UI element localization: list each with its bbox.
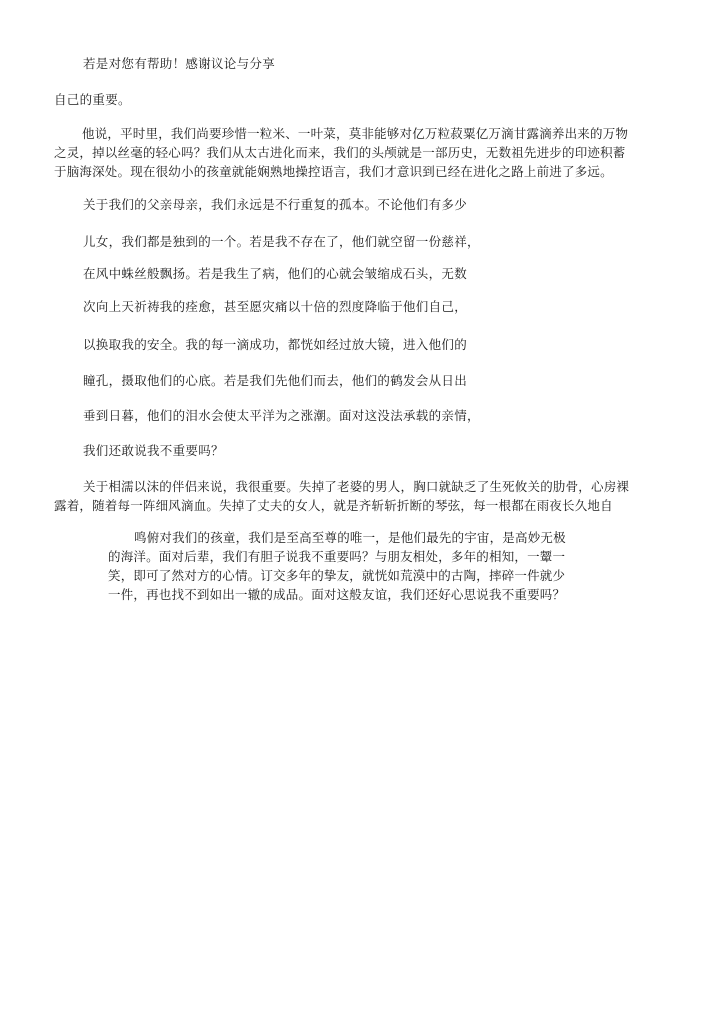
intro-line: 若是对您有帮助！感谢议论与分享 [83,56,276,71]
paragraph-3-line: 在风中蛛丝般飘扬。若是我生了病，他们的心就会皱缩成石头，无数 [83,266,468,281]
paragraph-2-line: 于脑海深处。现在很幼小的孩童就能娴熟地操控语言，我们才意识到已经在进化之路上前进了多远。 [54,164,613,179]
paragraph-4 [54,477,629,515]
paragraph-5 [108,528,566,604]
paragraph-2-line: 他说，平时里，我们尚要珍惜一粒米、一叶菜，莫非能够对亿万粒菽粟亿万滴甘露滴养出来的万物 [82,126,629,141]
paragraph-5-line: 笑，即可了然对方的心情。订交多年的挚友，就恍如荒漠中的古陶，摔碎一件就少 [108,568,566,583]
paragraph-2 [54,124,628,181]
paragraph-5-line: 鸣俯对我们的孩童，我们是至高至尊的唯一，是他们最先的宇宙，是高妙无极 [134,530,566,545]
paragraph-3-line: 儿女，我们都是独到的一个。若是我不存在了，他们就空留一份慈祥， [83,234,480,249]
paragraph-2-line: 之灵，掉以丝毫的轻心吗？我们从太古进化而来，我们的头颅就是一部历史，无数祖先进步的印迹积蓄 [54,145,626,160]
paragraph-4-line: 关于相濡以沫的伴侣来说，我很重要。失掉了老婆的男人，胸口就缺乏了生死攸关的肋骨，心房裸 [83,479,630,494]
paragraph-3-line: 以换取我的安全。我的每一滴成功，都恍如经过放大镜，进入他们的 [83,337,468,352]
paragraph-5-line: 的海洋。面对后辈，我们有胆子说我不重要吗？与朋友相处，多年的相知，一颦一 [108,549,566,564]
paragraph-4-line: 露着，随着每一阵细风滴血。失掉了丈夫的女人，就是齐斩斩折断的琴弦，每一根都在雨夜长久地自 [54,498,613,513]
paragraph-3-line: 我们还敢说我不重要吗？ [83,443,224,458]
paragraph-1: 自己的重要。 [54,92,131,107]
paragraph-3-line: 次向上天祈祷我的痊愈，甚至愿灾痛以十倍的烈度降临于他们自己， [83,299,468,314]
paragraph-5-line: 一件，再也找不到如出一辙的成品。面对这般友谊，我们还好心思说我不重要吗？ [108,587,566,602]
paragraph-3-line: 关于我们的父亲母亲，我们永远是不行重复的孤本。不论他们有多少 [83,197,468,212]
paragraph-3-line: 垂到日暮，他们的泪水会使太平洋为之涨潮。面对这没法承载的亲情， [83,408,480,423]
paragraph-3-line: 瞳孔，摄取他们的心底。若是我们先他们而去，他们的鹤发会从日出 [83,373,468,388]
